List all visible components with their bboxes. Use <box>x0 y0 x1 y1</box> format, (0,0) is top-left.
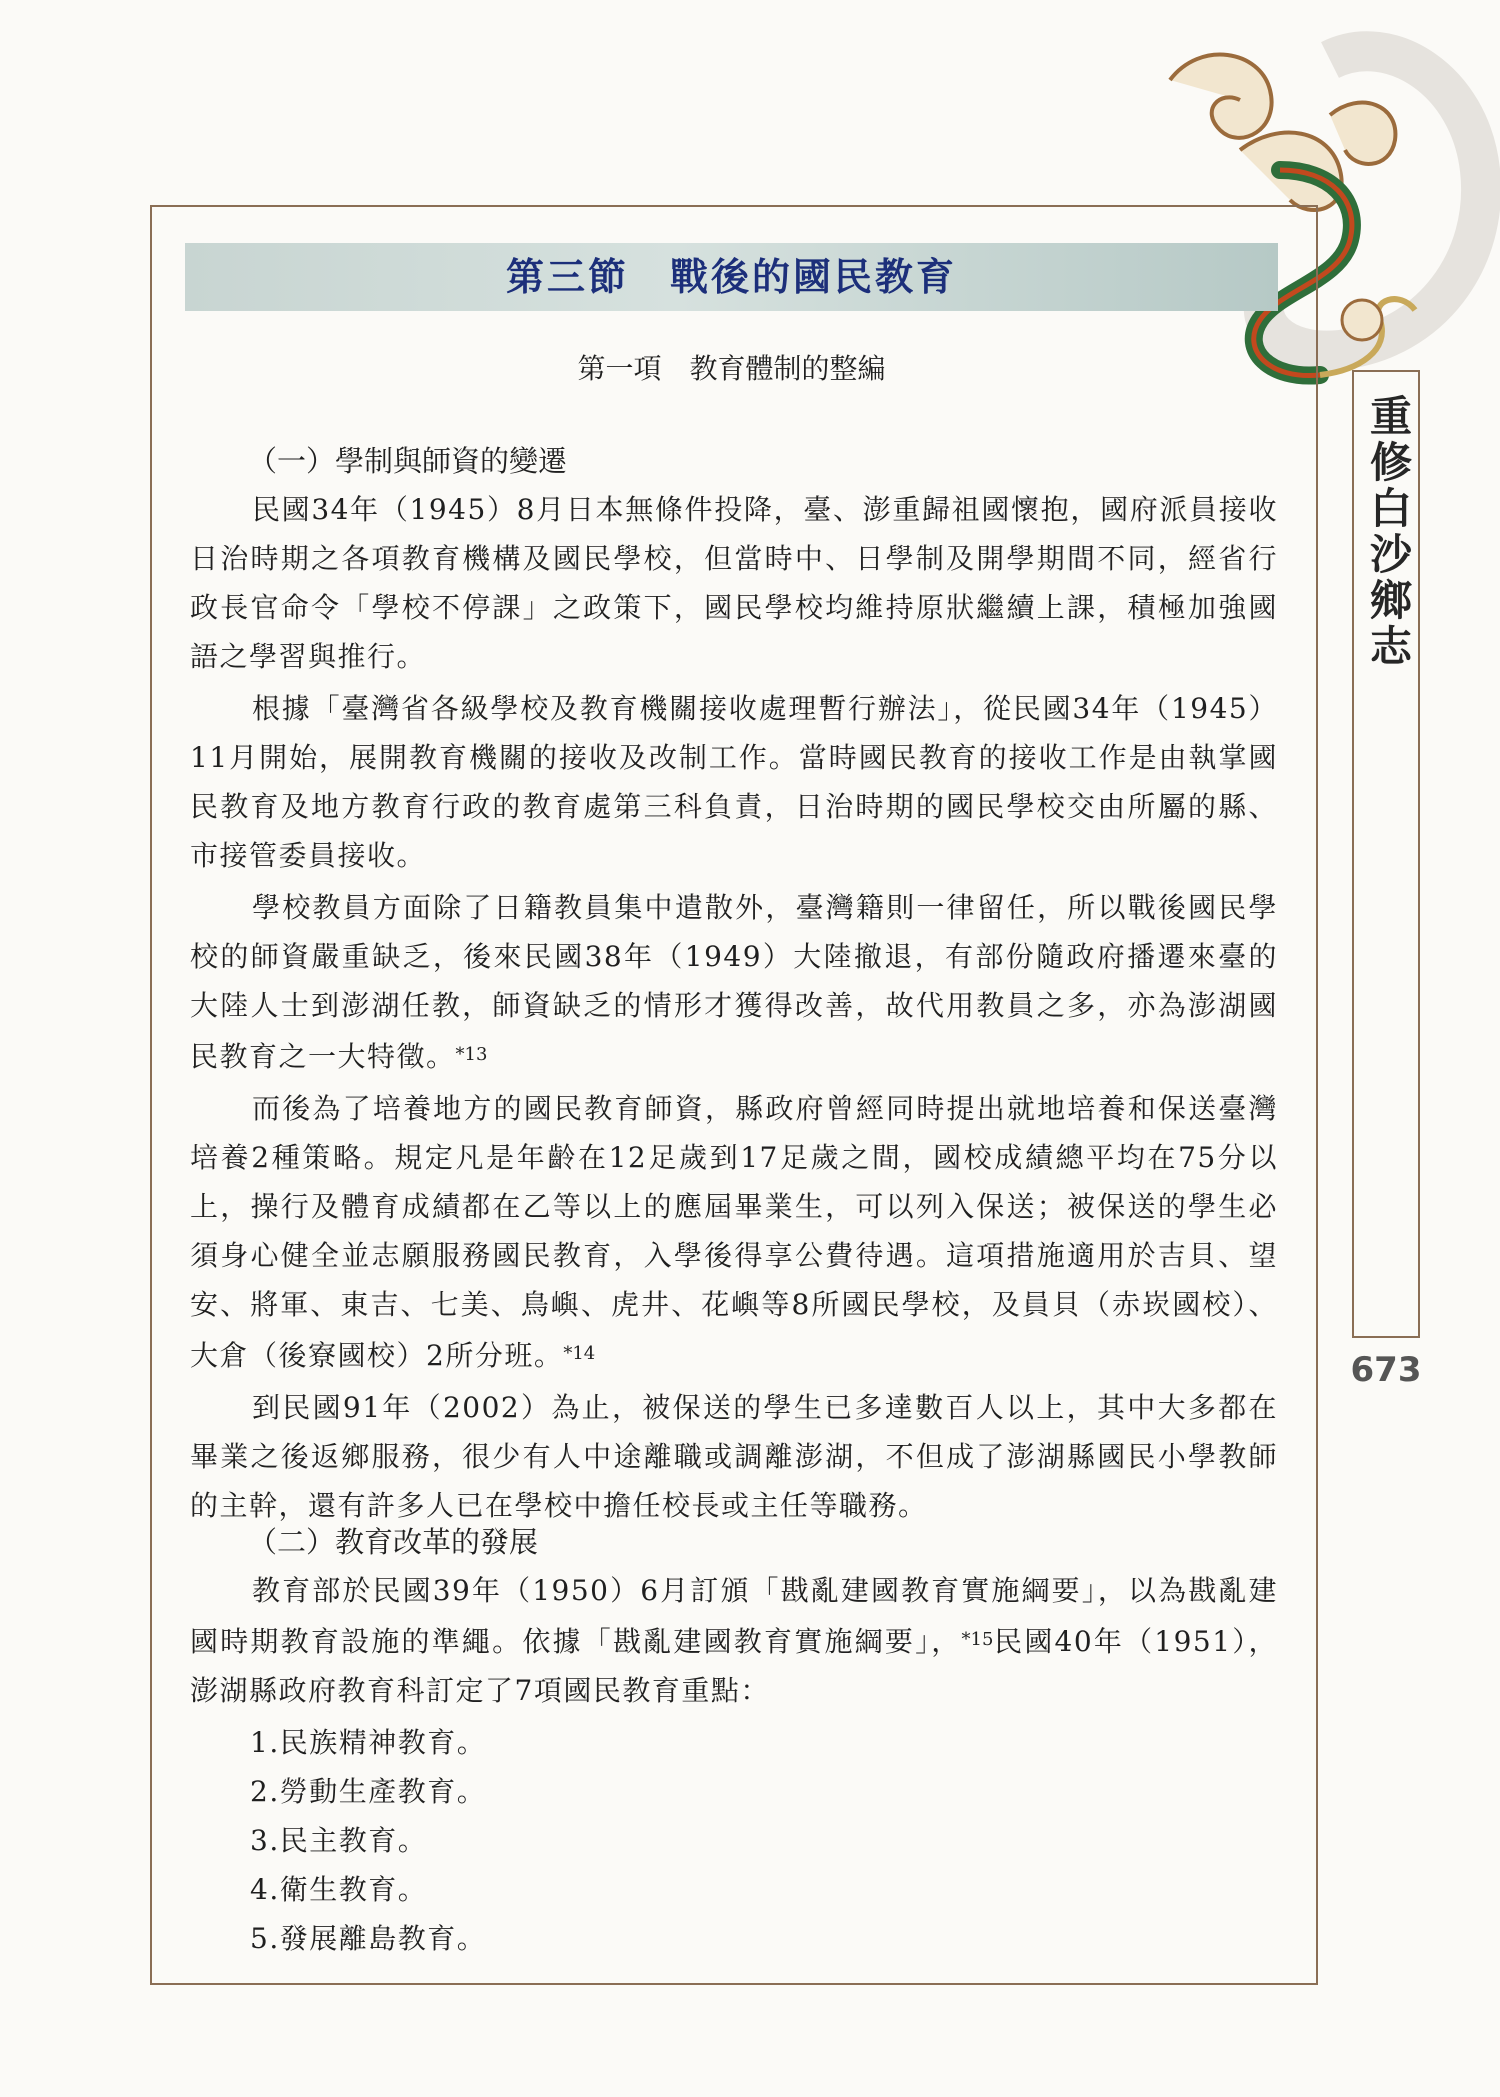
list-item: 2.勞動生產教育。 <box>250 1775 487 1808</box>
subsection-title: 第一項 教育體制的整編 <box>577 352 886 385</box>
list-item: 5.發展離島教育。 <box>250 1922 487 1955</box>
footnote-ref: *14 <box>563 1343 596 1364</box>
footnote-ref: *15 <box>961 1629 994 1650</box>
paragraph: 根據「臺灣省各級學校及教育機關接收處理暫行辦法」，從民國34年（1945）11月開始，展開教育機關的接收及改制工作。當時國民教育的接收工作是由執掌國民教育及地方教育行政的教育處第三科負責，日治時期的國民學校交由所屬的縣、市接管委員接收。 <box>190 692 1278 872</box>
body-part-2 <box>190 1518 1278 1963</box>
side-title: 重修白沙鄉志 <box>1364 394 1413 670</box>
heading-academic-system: （一）學制與師資的變遷 <box>248 444 568 478</box>
side-title-tab <box>1352 370 1420 1338</box>
paragraph: 民國34年（1945）8月日本無條件投降，臺、澎重歸祖國懷抱，國府派員接收日治時期之各項教育機構及國民學校，但當時中、日學制及開學期間不同，經省行政長官命令「學校不停課」之政策下，國民學校均維持原狀繼續上課，積極加強國語之學習與推行。 <box>190 493 1278 673</box>
paragraph: 到民國91年（2002）為止，被保送的學生已多達數百人以上，其中大多都在畢業之後返鄉服務，很少有人中途離職或調離澎湖，不但成了澎湖縣國民小學教師的主幹，還有許多人已在學校中擔任校長或主任等職務。 <box>190 1391 1278 1522</box>
heading-education-reform: （二）教育改革的發展 <box>248 1525 539 1559</box>
footnote-ref: *13 <box>455 1044 488 1065</box>
paragraph: 而後為了培養地方的國民教育師資，縣政府曾經同時提出就地培養和保送臺灣培養2種策略。規定凡是年齡在12足歲到17足歲之間，國校成績總平均在75分以上，操行及體育成績都在乙等以上的應屆畢業生，可以列入保送；被保送的學生必須身心健全並志願服務國民教育，入學後得享公費待遇。這項措施適用於吉貝、望安、將軍、東吉、七美、鳥嶼、虎井、花嶼等8所國民學校，及員貝（赤崁國校）、大倉（後寮國校）2所分班。$^{*14}$ <box>190 1092 1278 1372</box>
page-number: 673 <box>1350 1350 1422 1390</box>
paragraph: 學校教員方面除了日籍教員集中遣散外，臺灣籍則一律留任，所以戰後國民學校的師資嚴重缺乏，後來民國38年（1949）大陸撤退，有部份隨政府播遷來臺的大陸人士到澎湖任教，師資缺乏的情形才獲得改善，故代用教員之多，亦為澎湖國民教育之一大特徵。$^{*13}$ <box>190 891 1278 1073</box>
list-item: 4.衛生教育。 <box>250 1873 428 1906</box>
section-title: 第三節 戰後的國民教育 <box>505 254 957 299</box>
list-item: 3.民主教育。 <box>250 1824 428 1857</box>
list-item: 1.民族精神教育。 <box>250 1726 487 1759</box>
body-part-1 <box>190 437 1278 1533</box>
paragraph: 教育部於民國39年（1950）6月訂頒「戡亂建國教育實施綱要」，以為戡亂建國時期教育設施的準繩。依據「戡亂建國教育實施綱要」，$^{*15}$民國40年（1951），澎湖縣政府教育科訂定了7項國民教育重點： <box>190 1574 1278 1707</box>
